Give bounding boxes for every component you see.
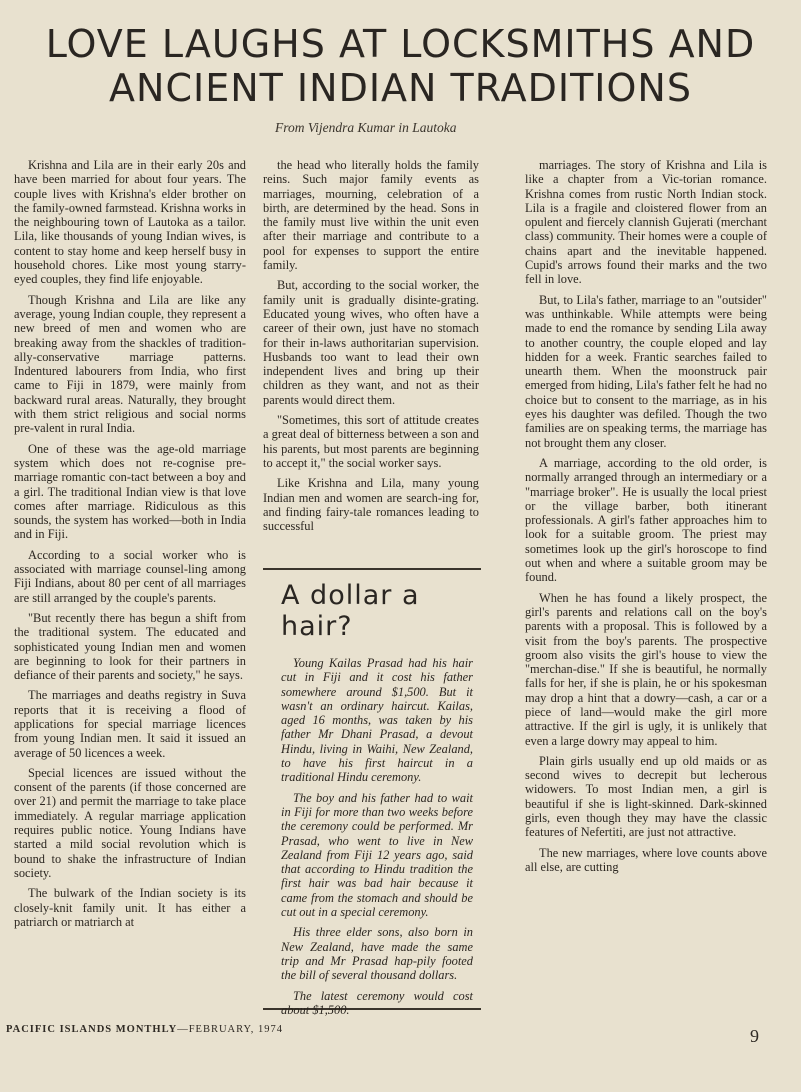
sidebar-title: A dollar a hair? [281, 580, 420, 642]
paragraph: "Sometimes, this sort of attitude creates a great deal of bitterness between a son and his parents, but most parents are beginning to accept it," the social worker says. [263, 413, 479, 470]
headline-line-2: ANCIENT INDIAN TRADITIONS [109, 66, 692, 110]
paragraph: But, to Lila's father, marriage to an "outsider" was unthinkable. While attempts were being made to end the romance by sending Lila away to another country, the couple eloped and lay hidden for a week. Frantic searches failed to unearth them. When the moonstruck pair emerged from hiding, Lila's father felt he had no choice but to consent to the marriage, as in his eyes his daughter was defiled. Though the two families are on speaking terms, the marriage has not brought them any closer. [525, 292, 767, 450]
paragraph: marriages. The story of Krishna and Lila is like a chapter from a Vic-torian romance. Krishna comes from rustic North Indian stock. Lila is a fragile and cloistered flower from an opulent and fiercely clannish Gujerati (merchant class) community. Their homes were a couple of chains apart and the inevitable happened. Cupid's arrows found their marks and the two fell in love. [525, 158, 767, 287]
page-number: 9 [750, 1026, 759, 1046]
paragraph: Special licences are issued without the consent of the parents (if those concerned are over 21) and permit the marriage to take place immediately. A regular marriage application requires public notice. Young Indians have started a mild social revolution which is bound to shake the infrastructure of Indian society. [14, 765, 246, 880]
paragraph: Krishna and Lila are in their early 20s and have been married for about four years. The couple lives with Krishna's elder brother on the family-owned farmstead. Krishna works in the neighbouring town of Lautoka as a tailor. Lila, like thousands of young Indian wives, is content to stay home and keep herself busy in household chores. Like most young starry-eyed couples, they find life enjoyable. [14, 158, 246, 287]
paragraph: The marriages and deaths registry in Suva reports that it is receiving a flood of applications for special marriage licences from young Indian men. It said it issued an average of 50 licences a week. [14, 688, 246, 760]
sidebar-box [263, 568, 481, 1017]
paragraph: "But recently there has begun a shift from the traditional system. The educated and sophisticated young Indian men and women are beginning to look for their partners in defiance of their parents and society," he says. [14, 610, 246, 683]
page-footer [6, 1024, 283, 1035]
byline: From Vijendra Kumar in Lautoka [275, 120, 457, 135]
paragraph: A marriage, according to the old order, is normally arranged through an intermediary or a "marriage broker". He is usually the local priest or the village barber, both itinerant professionals. A girl's father approaches him to look for a suitable groom. The priest may sometimes look up the girl's horoscope to find out when and where a suitable groom may be found. [525, 455, 767, 585]
paragraph: the head who literally holds the family reins. Such major family events as marriages, mourning, celebration of a birth, are determined by the head. Sons in the family must live within the unit even after their marriage and contribute to a pool for expenses to support the entire family. [263, 158, 479, 273]
paragraph: Like Krishna and Lila, many young Indian men and women are search-ing for, and finding fairy-tale romances leading to successful [263, 476, 479, 534]
publication-name: PACIFIC ISLANDS MONTHLY [6, 1024, 178, 1035]
sidebar-paragraph: The latest ceremony would cost about $1,500. [281, 988, 473, 1017]
paragraph: According to a social worker who is associated with marriage counsel-ling among Fiji Indians, about 80 per cent of all marriages are still arranged by the couple's parents. [14, 547, 246, 605]
paragraph: But, according to the social worker, the family unit is gradually disinte-grating. Educated young wives, who often have a career of their own, just have no stomach for their in-laws authoritarian supervision. Husbands too want to lead their own independent lives and bring up their children as they want, and not as their parents would direct them. [263, 278, 479, 407]
sidebar-paragraph: The boy and his father had to wait in Fiji for more than two weeks before the ceremony could be performed. Mr Prasad, who went to live in New Zealand from Fiji 12 years ago, said that according to Hindu tradition the first hair was bad hair because it came from the stomach and should be cut out in a special ceremony. [281, 790, 473, 920]
paragraph: Plain girls usually end up old maids or as second wives to decrepit but lecherous widowers. To most Indian men, a girl is beautiful if she is light-skinned. Dark-skinned girls, even though they may have the classic features of Nefertiti, are just not attractive. [525, 753, 767, 840]
article-column-2 [263, 158, 479, 539]
headline-line-1: LOVE LAUGHS AT LOCKSMITHS AND [45, 22, 756, 66]
article-column-1 [14, 158, 246, 935]
article-column-3 [525, 158, 767, 880]
paragraph: When he has found a likely prospect, the girl's parents and relations call on the boy's parents with a proposal. This is followed by a visit from the boy's parents. The prospective groom also visits the girl's house to view the "merchan-dise." If she is beautiful, he normally falls for her, if she is plain, he or his spokesman may drop a hint that a dowry—cash, a car or a piece of land—would make the girl more attractive. If the girl is ugly, it is unlikely that even a large dowry may appeal to him. [525, 590, 767, 748]
sidebar-body [263, 656, 481, 1017]
headline [10, 22, 791, 110]
paragraph: Though Krishna and Lila are like any average, young Indian couple, they represent a new breed of men and women who are breaking away from the shackles of tradition-ally-conservative marriage patterns. Indentured labourers from India, who first came to Fiji in 1879, were mainly from backward rural areas. Naturally, they brought with them strict religious and social norms pre-valent in rural India. [14, 292, 246, 436]
paragraph: One of these was the age-old marriage system which does not re-cognise pre-marriage romantic con-tact between a boy and a girl. The traditional Indian view is that love comes after marriage. Ridiculous as this sounds, the system has worked—both in India and in Fiji. [14, 441, 246, 542]
paragraph: The bulwark of the Indian society is its closely-knit family unit. It has either a patriarch or matriarch at [14, 886, 246, 929]
sidebar-paragraph: His three elder sons, also born in New Zealand, have made the same trip and Mr Prasad hap-pily footed the bill of several thousand dollars. [281, 925, 473, 983]
issue-date: —FEBRUARY, 1974 [177, 1024, 284, 1035]
paragraph: The new marriages, where love counts above all else, are cutting [525, 845, 767, 874]
sidebar-paragraph: Young Kailas Prasad had his hair cut in Fiji and it cost his father somewhere around $1,500. But it wasn't an ordinary haircut. Kailas, aged 16 months, was taken by his father Mr Dhani Prasad, a devout Hindu, living in Waihi, New Zealand, to have his first haircut in a traditional Hindu ceremony. [281, 656, 473, 785]
